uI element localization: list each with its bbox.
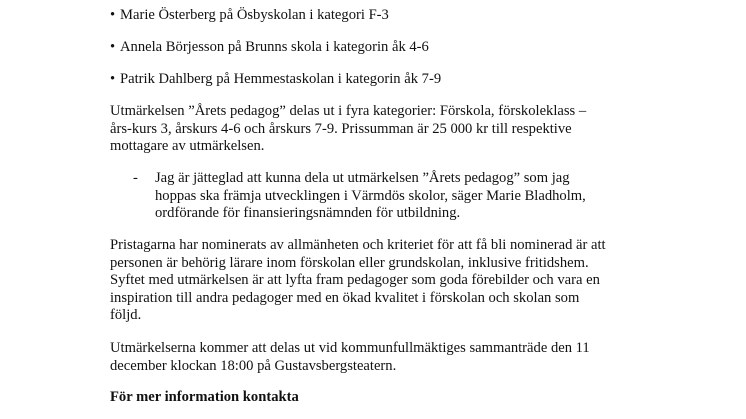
paragraph-line: personen är behörig lärare inom förskolan eller grundskolan, inklusive fritidshem.: [110, 254, 589, 271]
bullet-icon: •: [110, 71, 116, 87]
paragraph-categories: [110, 103, 630, 156]
bullet-text: Annela Börjesson på Brunns skola i kategorin åk 4-6: [120, 39, 429, 55]
paragraph-line: Utmärkelsen ”Årets pedagog” delas ut i fyra kategorier: Förskola, förskoleklass –: [110, 103, 587, 119]
paragraph-line: Syftet med utmärkelsen är att lyfta fram pedagoger som goda förebilder och vara en: [110, 272, 600, 288]
bullet-icon: •: [110, 7, 116, 23]
paragraph-line: mottagare av utmärkelsen.: [110, 138, 265, 154]
paragraph-line: följd.: [110, 307, 142, 323]
paragraph-line: Utmärkelserna kommer att delas ut vid kommunfullmäktiges sammanträde den 11: [110, 340, 590, 356]
paragraph-line: Pristagarna har nominerats av allmänheten och kriteriet för att få bli nominerad är att: [110, 237, 606, 253]
paragraph-ceremony: [110, 340, 630, 375]
quote-line: Jag är jätteglad att kunna dela ut utmärkelsen ”Årets pedagog” som jag: [155, 170, 570, 186]
paragraph-nomination: [110, 237, 630, 325]
dash-marker: -: [133, 170, 138, 186]
quote-line: hoppas ska främja utvecklingen i Värmdös skolor, säger Marie Bladholm,: [155, 187, 586, 204]
quote-line: ordförande för finansieringsnämnden för utbildning.: [155, 205, 461, 221]
bullet-item-2: [110, 39, 429, 56]
bullet-icon: •: [110, 39, 116, 55]
paragraph-line: december klockan 18:00 på Gustavsbergsteatern.: [110, 357, 397, 374]
bullet-text: Marie Österberg på Ösbyskolan i kategori F-3: [120, 7, 389, 23]
paragraph-line: års-kurs 3, årskurs 4-6 och årskurs 7-9. Prissumman är 25 000 kr till respektive: [110, 120, 572, 137]
bullet-item-3: [110, 71, 441, 88]
bullet-item-1: [110, 7, 389, 24]
paragraph-line: inspiration till andra pedagoger med en ökad kvalitet i förskolan och skolan som: [110, 289, 580, 306]
bullet-text: Patrik Dahlberg på Hemmestaskolan i kategorin åk 7-9: [120, 71, 442, 87]
quote-text: [155, 170, 625, 223]
contact-heading: För mer information kontakta: [110, 389, 299, 405]
